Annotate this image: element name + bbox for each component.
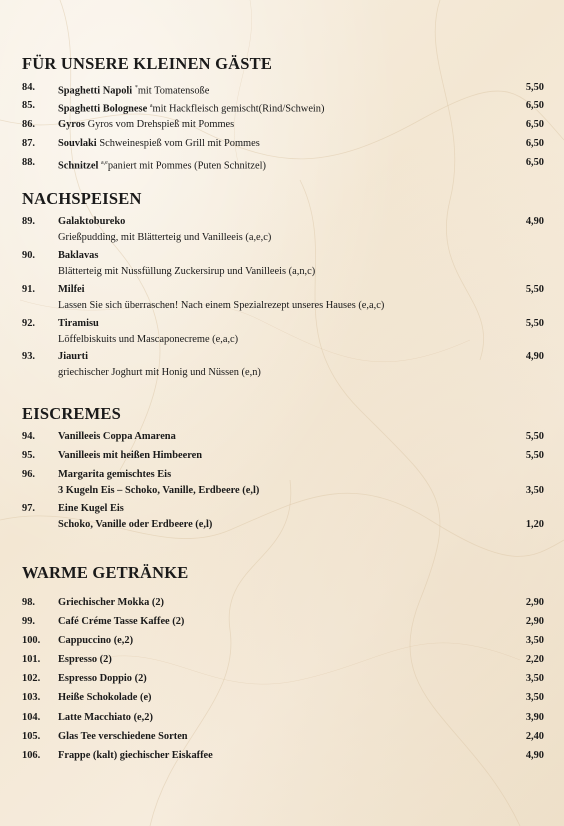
- item-detail: Schweinespieß vom Grill mit Pommes: [99, 138, 260, 149]
- item-price: 3,50: [525, 692, 544, 703]
- item-number: 86.: [22, 119, 35, 130]
- item-number: 90.: [22, 250, 35, 261]
- item-price: 6,50: [525, 100, 544, 111]
- item-price: 3,50: [525, 635, 544, 646]
- item-description: [58, 729, 188, 745]
- item-description: [58, 748, 213, 764]
- item-note: a: [149, 103, 153, 109]
- item-name: Frappe (kalt) giechischer Eiskaffee: [58, 750, 213, 761]
- item-name: Souvlaki: [58, 138, 97, 149]
- item-price: 4,90: [525, 351, 544, 362]
- item-price: 2,20: [525, 654, 544, 665]
- item-name: Margarita gemischtes Eis: [58, 469, 172, 480]
- item-description: [58, 316, 238, 348]
- item-number: 89.: [22, 216, 35, 227]
- item-description: [58, 98, 324, 117]
- item-number: 95.: [22, 450, 35, 461]
- item-number: 101.: [22, 654, 41, 665]
- item-name: Jiaurti: [58, 351, 89, 362]
- item-note: *: [134, 85, 138, 91]
- item-detail: paniert mit Pommes (Puten Schnitzel): [107, 160, 266, 172]
- item-number: 85.: [22, 100, 35, 111]
- item-name: Espresso (2): [58, 654, 112, 665]
- item-name: Cappuccino (e,2): [58, 635, 134, 646]
- item-price: 4,90: [525, 750, 544, 761]
- item-price: 6,50: [525, 138, 544, 149]
- item-number: 92.: [22, 318, 35, 329]
- item-description: [58, 710, 153, 726]
- item-detail: Löffelbiskuits und Mascaponecreme (e,a,c): [58, 334, 239, 345]
- item-price: 5,50: [525, 318, 544, 329]
- item-detail: Blätterteig mit Nussfüllung Zuckersirup und Vanilleeis (a,n,c): [58, 266, 316, 277]
- item-price: 3,90: [525, 712, 544, 723]
- item-description: [58, 690, 152, 706]
- item-number: 102.: [22, 673, 41, 684]
- item-price: 1,20: [525, 519, 544, 530]
- item-number: 94.: [22, 431, 35, 442]
- item-price: 3,50: [525, 673, 544, 684]
- item-description: [58, 671, 147, 687]
- item-name: Spaghetti Napoli: [58, 85, 133, 97]
- item-price: 4,90: [525, 216, 544, 227]
- item-description: [58, 282, 384, 314]
- section-heading-icecream: EISCREMES: [22, 404, 121, 423]
- item-name: Café Créme Tasse Kaffee (2): [58, 616, 185, 627]
- item-name: Griechischer Mokka (2): [58, 597, 165, 608]
- section-heading-kids: FÜR UNSERE KLEINEN GÄSTE: [22, 54, 273, 73]
- item-description: [58, 349, 261, 381]
- item-price: 2,40: [525, 731, 544, 742]
- item-name: Espresso Doppio (2): [58, 673, 147, 684]
- item-description: [58, 136, 260, 152]
- item-number: 88.: [22, 157, 35, 168]
- item-price: 6,50: [525, 157, 544, 168]
- item-description: [58, 448, 202, 464]
- item-detail: mit Tomatensoße: [137, 85, 210, 97]
- item-number: 106.: [22, 750, 41, 761]
- item-number: 103.: [22, 692, 41, 703]
- item-name: Vanilleeis mit heißen Himbeeren: [58, 450, 203, 461]
- item-detail: Grießpudding, mit Blätterteig und Vanilleeis (a,e,c): [58, 232, 272, 243]
- item-description: [58, 652, 112, 668]
- item-description: [58, 467, 259, 499]
- item-detail: 3 Kugeln Eis – Schoko, Vanille, Erdbeere (e,l): [58, 485, 260, 496]
- item-description: [58, 501, 212, 533]
- section-heading-desserts: NACHSPEISEN: [22, 189, 142, 208]
- item-name: Galaktobureko: [58, 216, 126, 227]
- item-detail: mit Hackfleisch gemischt(Rind/Schwein): [152, 103, 325, 115]
- item-price: 2,90: [525, 616, 544, 627]
- item-number: 105.: [22, 731, 41, 742]
- item-name: Tiramisu: [58, 318, 99, 329]
- item-number: 99.: [22, 616, 35, 627]
- item-description: [58, 429, 176, 445]
- item-name: Glas Tee verschiedene Sorten: [58, 731, 188, 742]
- item-price: 5,50: [525, 284, 544, 295]
- item-price: 6,50: [525, 119, 544, 130]
- item-name: Baklavas: [58, 250, 99, 261]
- item-note: a,e: [101, 160, 108, 166]
- item-detail: Gyros vom Drehspieß mit Pommes: [87, 119, 235, 130]
- item-name: Heiße Schokolade (e): [58, 692, 152, 703]
- item-detail: Lassen Sie sich überraschen! Nach einem Spezialrezept unseres Hauses (e,a,c): [58, 300, 385, 311]
- item-name: Eine Kugel Eis: [58, 503, 124, 514]
- item-name: Vanilleeis Coppa Amarena: [58, 431, 176, 442]
- item-price: 5,50: [525, 431, 544, 442]
- item-number: 93.: [22, 351, 35, 362]
- section-heading-hot-drinks: WARME GETRÄNKE: [22, 563, 189, 582]
- item-name: Gyros: [58, 119, 85, 130]
- item-description: [58, 80, 209, 99]
- item-description: [58, 117, 234, 133]
- item-number: 98.: [22, 597, 35, 608]
- item-description: [58, 614, 184, 630]
- item-description: [58, 633, 133, 649]
- item-detail: Schoko, Vanille oder Erdbeere (e,l): [58, 519, 213, 530]
- item-price: 3,50: [525, 485, 544, 496]
- item-name: Latte Macchiato (e,2): [58, 712, 153, 723]
- item-name: Schnitzel: [58, 160, 99, 172]
- item-description: [58, 248, 315, 280]
- item-number: 96.: [22, 469, 35, 480]
- item-description: [58, 155, 266, 174]
- item-price: 2,90: [525, 597, 544, 608]
- item-price: 5,50: [525, 82, 544, 93]
- item-description: [58, 595, 164, 611]
- item-name: Spaghetti Bolognese: [58, 103, 148, 115]
- item-number: 87.: [22, 138, 35, 149]
- item-number: 104.: [22, 712, 41, 723]
- item-number: 91.: [22, 284, 35, 295]
- item-price: 5,50: [525, 450, 544, 461]
- item-number: 84.: [22, 82, 35, 93]
- item-number: 100.: [22, 635, 41, 646]
- item-description: [58, 214, 271, 246]
- item-number: 97.: [22, 503, 35, 514]
- item-detail: griechischer Joghurt mit Honig und Nüssen (e,n): [58, 367, 261, 378]
- item-name: Milfei: [58, 284, 85, 295]
